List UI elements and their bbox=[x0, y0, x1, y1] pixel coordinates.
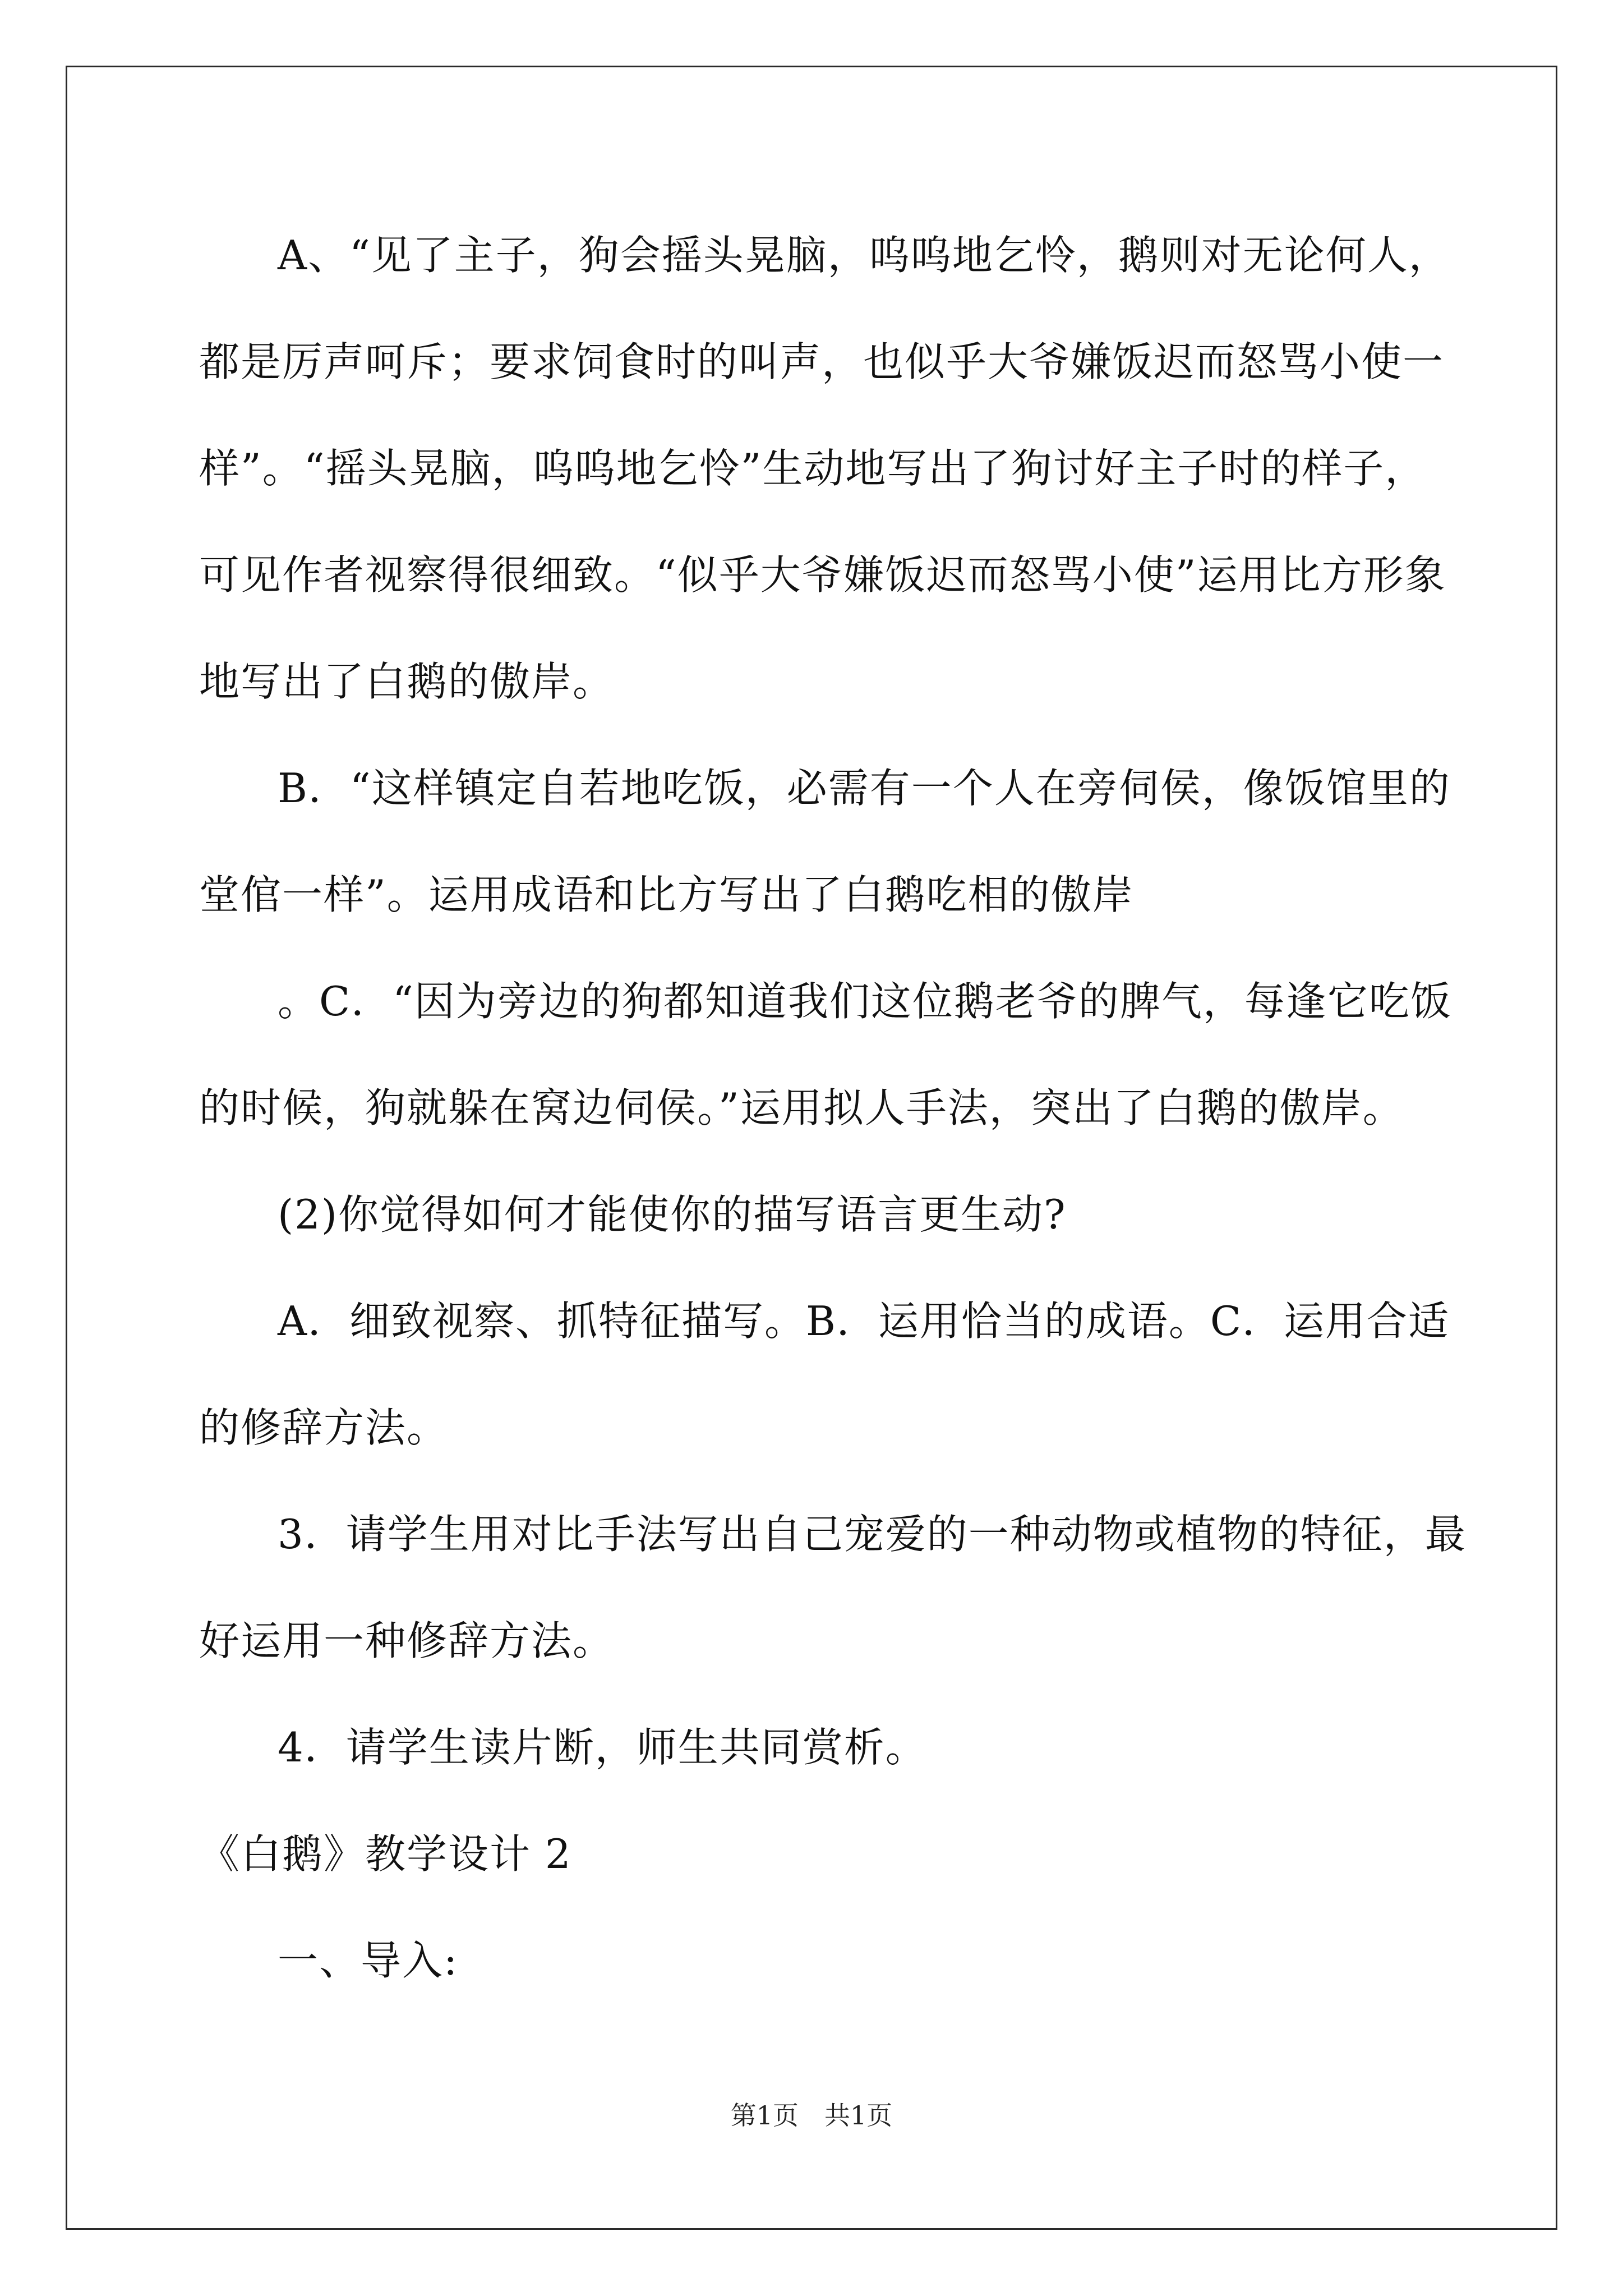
step-4: 4．请学生读片断，师生共同赏析。 bbox=[278, 1724, 927, 1771]
answer-2: A．细致视察、抓特征描写。B．运用恰当的成语。C．运用合适的修辞方法。 bbox=[199, 1297, 1450, 1451]
paragraph-c: 。C．“因为旁边的狗都知道我们这位鹅老爷的脾气，每逢它吃饭的时候，狗就躲在窝边伺侯。”运用拟人手法，突出了白鹅的傲岸。 bbox=[199, 978, 1452, 1131]
section-title: 《白鹅》教学设计 2 bbox=[199, 1830, 572, 1878]
paragraph-b: B．“这样镇定自若地吃饭，必需有一个人在旁伺侯，像饭馆里的堂倌一样”。运用成语和比方写出了白鹅吃相的傲岸 bbox=[199, 765, 1451, 918]
section-heading-intro: 一、导入: bbox=[278, 1937, 459, 1984]
step-3: 3．请学生用对比手法写出自己宠爱的一种动物或植物的特征，最好运用一种修辞方法。 bbox=[199, 1511, 1467, 1664]
paragraph-a: A、“见了主子，狗会摇头晃脑，呜呜地乞怜，鹅则对无论何人，都是厉声呵斥；要求饲食时的叫声，也似乎大爷嫌饭迟而怒骂小使一样”。“摇头晃脑，呜呜地乞怜”生动地写出了狗讨好主子时的样子，可见作者视察得很细致。“似乎大爷嫌饭迟而怒骂小使”运用比方形象地写出了白鹅的傲岸。 bbox=[199, 232, 1450, 705]
question-2: (2)你觉得如何才能使你的描写语言更生动? bbox=[278, 1191, 1067, 1238]
page-footer: 第1页 共1页 bbox=[730, 2100, 893, 2131]
document-body bbox=[199, 202, 1467, 2014]
